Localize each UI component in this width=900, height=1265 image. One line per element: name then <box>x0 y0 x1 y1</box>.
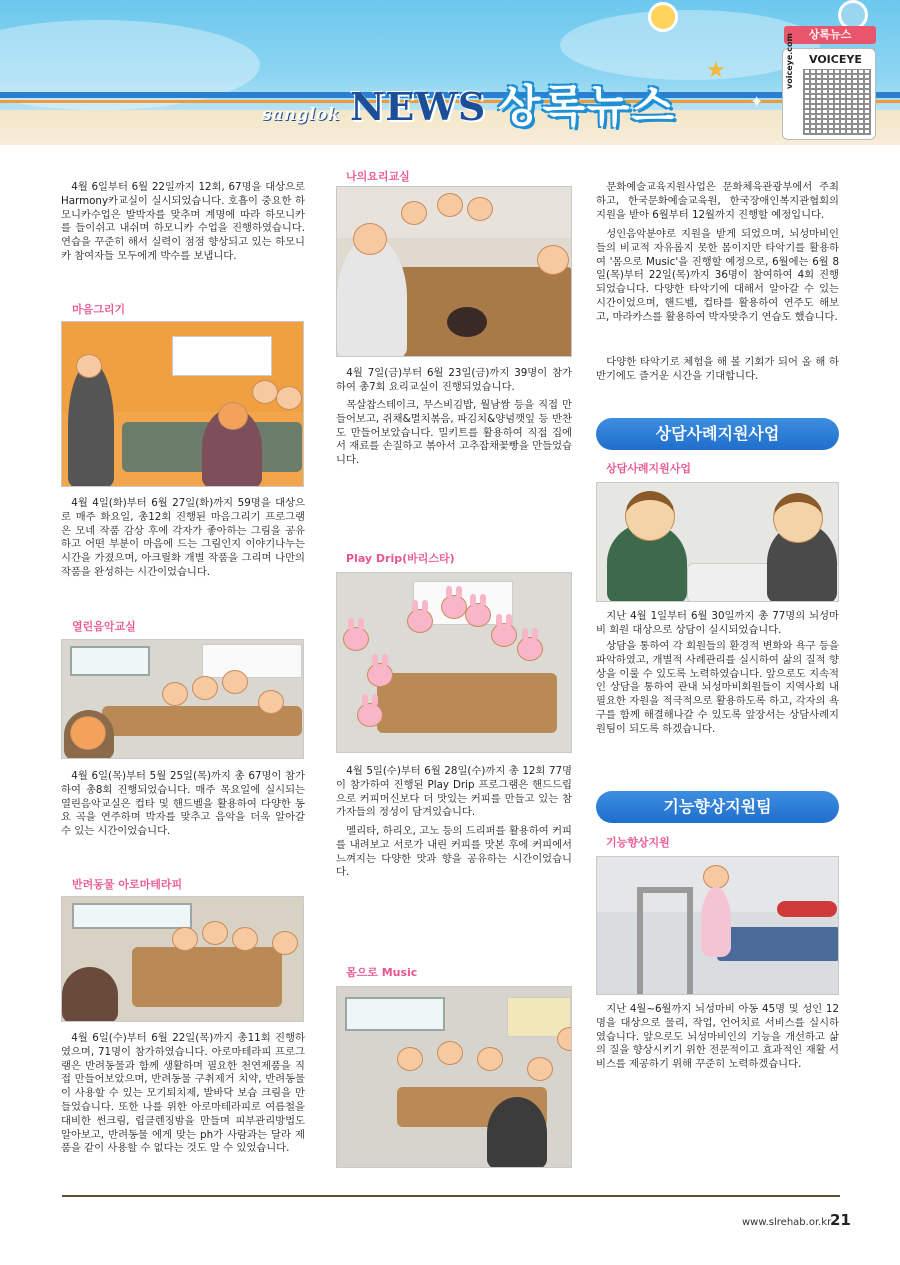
cooking-label: 나의요리교실 <box>346 170 410 183</box>
culture-text-3: 다양한 타악기로 체험을 해 볼 기회가 되어 올 해 하반기에도 즐거운 시간을 기대합니다. <box>596 356 839 382</box>
brand-korean-title: 상록뉴스 <box>498 81 677 132</box>
function-text: 지난 4월~6월까지 뇌성마비 아동 45명 및 성인 12명을 대상으로 물리, 작업, 언어치료 서비스를 실시하였습니다. 앞으로도 뇌성마비인의 기능을 개선하고 삶의 질을 향상시키기 위한 전문적이고 효과적인 재활 서비스를 제공하기 위해 꾸준히 노력하겠습니다. <box>596 1003 839 1071</box>
function-heading: 기능향상지원팀 <box>596 791 839 823</box>
culture-text-2: 성인음악분야로 지원을 받게 되었으며, 뇌성마비인들의 비교적 자유롭지 못한 몸이지만 타악기를 활용하여 '몸으로 Music'을 진행할 예정으로, 6월에는 6월 8일(목)부터 22일(목)까지 36명이 참여하여 4회 진행되었습니다. 다양한 타악기에 대해서 알아갈 수 있는 시간이었으며, 핸드벨, 컵타를 활용하여 연주도 해보고, 마라카스를 활용하여 박자맞추기 연습도 했습니다. <box>596 228 839 323</box>
drawing-photo <box>61 321 304 487</box>
star-icon: ✦ <box>750 92 764 111</box>
voiceye-side-label: voiceye.com <box>785 33 794 89</box>
music-photo <box>61 639 304 759</box>
voiceye-barcode-icon <box>803 69 871 135</box>
cooking-text-2: 목살찹스테이크, 무스비김밥, 월남쌈 등을 직접 만들어보고, 쥐채&멸치볶음, 파김치&양념깻잎 등 반찬도 만들어보았습니다. 밀키트를 활용하여 직접 집에서 재료를 손질하고 볶아서 고추잡채꽃빵을 만들었습니다. <box>336 399 572 467</box>
function-photo <box>596 856 839 995</box>
function-label: 기능향상지원 <box>606 836 670 849</box>
footer-rule <box>62 1195 840 1197</box>
body-music-label: 몸으로 Music <box>346 966 418 979</box>
aroma-photo <box>61 896 304 1022</box>
voiceye-title: VOICEYE <box>809 53 862 66</box>
music-text: 4월 6일(목)부터 5월 25일(목)까지 총 67명이 참가하여 총8회 진행되었습니다. 매주 목요일에 실시되는 열린음악교실은 컵타 및 핸드벨을 활용하여 다양한 동요 곡을 연주하며 박자를 맞추고 음악을 더욱 알아갈 수 있는 시간이었습니다. <box>61 770 305 838</box>
culture-text-1: 문화예술교육지원사업은 문화체육관광부에서 주최하고, 한국문화예술교육원, 한국장애인복지관협회의 지원을 받아 6월부터 12월까지 진행할 예정입니다. <box>596 181 839 221</box>
drawing-label: 마음그리기 <box>72 303 126 316</box>
music-label: 열린음악교실 <box>72 620 136 633</box>
drip-text-1: 4월 5일(수)부터 6월 28일(수)까지 총 12회 77명이 참가하여 진행된 Play Drip 프로그램은 핸드드립으로 커피머신보다 더 맛있는 커피를 만들고 있는 참가자들의 정성이 담겨있습니다. <box>336 765 572 819</box>
drawing-text: 4월 4일(화)부터 6월 27일(화)까지 59명을 대상으로 매주 화요일, 총12회 진행된 마음그리기 프로그램은 모네 작품 감상 후에 각자가 좋아하는 그림을 공유하고 어떤 부분이 마음에 드는 그림인지 이야기나누는 시간을 가졌으며, 아크릴화 개별 작품을 그리며 나만의 작품을 완성하는 시간이었습니다. <box>61 497 305 578</box>
brand-big: NEWS <box>350 84 486 129</box>
body-music-photo <box>336 986 572 1168</box>
harmonica-text: 4월 6일부터 6월 22일까지 12회, 67명을 대상으로 Harmony카교실이 실시되었습니다. 호흡이 중요한 하모니카수업은 발박자를 맞추며 계명에 따라 하모니카를 들이쉬고 내쉬며 하모니카 수업을 진행하였습니다. 연습을 꾸준히 해서 실력이 점점 향상되고 있는 하모니카 참여자들 모두에게 박수를 보냅니다. <box>61 181 305 262</box>
section-tag: 상록뉴스 <box>784 26 876 44</box>
counsel-text-1: 지난 4월 1일부터 6월 30일까지 총 77명의 뇌성마비 회원 대상으로 상담이 실시되었습니다. <box>596 610 839 636</box>
counsel-label: 상담사례지원사업 <box>606 462 692 475</box>
drip-label: Play Drip(바리스타) <box>346 552 455 565</box>
aroma-label: 반려동물 아로마테라피 <box>72 878 183 891</box>
counsel-text-2: 상담을 통하여 각 회원들의 환경적 변화와 욕구 등을 파악하였고, 개별적 사례관리를 실시하여 삶의 질적 향상을 이룰 수 있도록 노력하였습니다. 앞으로도 지속적인 상담을 통하여 관내 뇌성마비회원들이 지역사회 내 필요한 자원을 적극적으로 활용하도록 하고, 각자의 욕구를 함께 해결해나갈 수 있도록 앞장서는 상담사례지원팀이 되도록 하겠습니다. <box>596 640 839 735</box>
page-number: 21 <box>830 1211 851 1229</box>
counsel-heading: 상담사례지원사업 <box>596 418 839 450</box>
footer-url: www.slrehab.or.kr <box>742 1217 832 1228</box>
drip-text-2: 멜리타, 하리오, 고노 등의 드리퍼를 활용하여 커피를 내려보고 서로가 내린 커피를 맛본 후에 커피에서 느껴지는 다양한 맛과 향을 공유하는 시간이었습니다. <box>336 825 572 879</box>
cooking-photo <box>336 186 572 357</box>
brand-small: sanglok <box>262 105 340 125</box>
cooking-text-1: 4월 7일(금)부터 6월 23일(금)까지 39명이 참가하여 총7회 요리교실이 진행되었습니다. <box>336 367 572 393</box>
fruit-icon <box>648 2 678 32</box>
brand-logo <box>262 84 486 129</box>
aroma-text: 4월 6일(수)부터 6월 22일(목)까지 총11회 진행하였으며, 71명이 참가하였습니다. 아로마테라피 프로그램은 반려동물과 함께 생활하며 필요한 천연제품을 직접 만들어보았으며, 반려동물 구취제거 치약, 반려동물이 사용할 수 있는 모기퇴치제, 발바닥 보습 크림을 만들었습니다. 또한 나를 위한 아로마테라피로 여름철을 대비한 썬크림, 립클렌징밤을 만들며 피부관리방법도 알아보고, 반려동물 에게 맞는 ph가 사람과는 달라 제품을 같이 사용할 수 없다는 것도 알 수 있었습니다. <box>61 1032 305 1155</box>
star-icon: ★ <box>706 58 726 83</box>
counsel-photo <box>596 482 839 602</box>
drip-photo <box>336 572 572 753</box>
